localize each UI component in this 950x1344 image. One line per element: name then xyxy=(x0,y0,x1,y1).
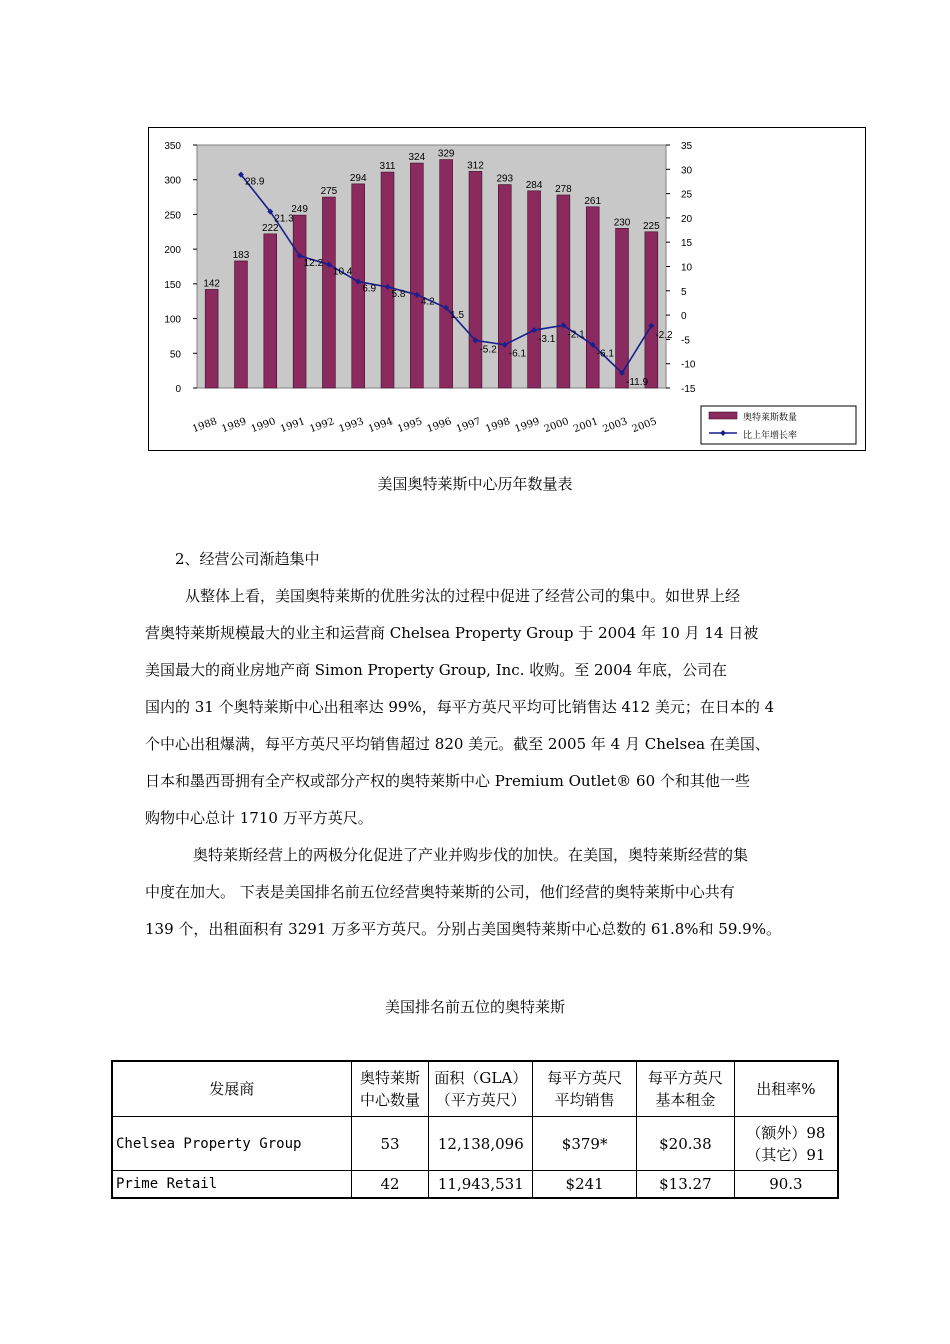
cell-sales: $241 xyxy=(533,1171,637,1199)
bar xyxy=(264,234,277,388)
x-tick-label: 1996 xyxy=(425,416,454,436)
x-tick-label: 1999 xyxy=(513,416,542,436)
bar xyxy=(616,228,629,388)
growth-data-label: 21.3 xyxy=(274,213,294,225)
legend-bar-label: 奥特莱斯数量 xyxy=(743,413,798,423)
paragraph-1 xyxy=(145,578,825,837)
bar-data-label: 249 xyxy=(291,204,308,216)
x-tick-label: 1993 xyxy=(337,416,366,436)
bar-data-label: 294 xyxy=(349,172,367,184)
section-heading: 2、经营公司渐趋集中 xyxy=(175,550,320,568)
bar-data-label: 222 xyxy=(261,222,279,234)
right-tick-label: -10 xyxy=(681,359,696,371)
bar xyxy=(469,171,482,388)
cell-rent: $20.38 xyxy=(637,1117,735,1171)
paragraph-2-line: 中度在加大。 下表是美国排名前五位经营奥特莱斯的公司，他们经营的奥特莱斯中心共有 xyxy=(145,883,735,901)
top-outlets-table-wrap xyxy=(111,1060,839,1199)
growth-data-label: -11.9 xyxy=(626,376,649,388)
left-tick-label: 150 xyxy=(164,279,181,291)
growth-data-label: 10.4 xyxy=(332,266,353,278)
header-rent: 每平方英尺 基本租金 xyxy=(637,1061,735,1117)
bar xyxy=(586,207,599,388)
growth-data-label: -6.1 xyxy=(508,348,527,360)
legend-line-label: 比上年增长率 xyxy=(743,431,798,441)
header-count: 奥特莱斯 中心数量 xyxy=(351,1061,429,1117)
bar xyxy=(381,172,394,388)
paragraph-1-line: 营奥特莱斯规模最大的业主和运营商 Chelsea Property Group 于 2004 年 10 月 14 日被 xyxy=(145,624,759,642)
growth-data-label: -5.2 xyxy=(479,344,497,356)
header-sales: 每平方英尺 平均销售 xyxy=(533,1061,637,1117)
bar xyxy=(440,160,453,388)
left-tick-label: 250 xyxy=(164,210,181,222)
header-area: 面积（GLA） （平方英尺） xyxy=(429,1061,533,1117)
growth-data-label: 1.5 xyxy=(450,309,465,321)
right-tick-label: 10 xyxy=(681,262,693,274)
x-tick-label: 2005 xyxy=(630,416,659,436)
table-row xyxy=(112,1117,838,1171)
bar-data-label: 183 xyxy=(232,249,250,261)
right-tick-label: 15 xyxy=(681,238,693,250)
x-tick-label: 1994 xyxy=(366,416,395,436)
header-occupancy: 出租率% xyxy=(734,1061,838,1117)
x-tick-label: 2000 xyxy=(542,416,571,436)
paragraph-2-line: 奥特莱斯经营上的两极分化促进了产业并购步伐的加快。在美国，奥特莱斯经营的集 xyxy=(193,846,749,864)
growth-data-label: 12.2 xyxy=(303,257,324,269)
growth-data-label: -2.2 xyxy=(655,329,673,341)
x-tick-label: 1998 xyxy=(484,416,512,436)
x-tick-label: 1995 xyxy=(396,416,424,436)
bar-data-label: 261 xyxy=(584,195,602,207)
right-tick-label: 25 xyxy=(681,189,693,201)
bar xyxy=(528,191,541,388)
left-tick-label: 0 xyxy=(175,384,181,395)
cell-developer: Chelsea Property Group xyxy=(112,1117,351,1171)
left-tick-label: 100 xyxy=(164,314,181,326)
bar xyxy=(645,232,658,388)
bar xyxy=(322,197,335,388)
paragraph-1-line: 日本和墨西哥拥有全产权或部分产权的奥特莱斯中心 Premium Outlet® 60 个和其他一些 xyxy=(145,772,750,790)
growth-data-label: -6.1 xyxy=(596,348,614,360)
left-tick-label: 350 xyxy=(164,141,181,152)
cell-sales: $379* xyxy=(533,1117,637,1171)
bar xyxy=(410,163,423,388)
bar-data-label: 230 xyxy=(613,217,631,229)
legend-bar-swatch xyxy=(709,412,737,419)
paragraph-2-line: 139 个，出租面积有 3291 万多平方英尺。分别占美国奥特莱斯中心总数的 61.8%和 59.9%。 xyxy=(145,920,781,938)
table-header-row xyxy=(112,1061,838,1117)
bar-data-label: 142 xyxy=(203,278,220,290)
x-tick-label: 1988 xyxy=(190,416,219,436)
chart-frame xyxy=(148,127,866,451)
cell-area: 12,138,096 xyxy=(429,1117,533,1171)
bar xyxy=(205,289,218,388)
growth-data-label: 6.9 xyxy=(362,283,377,295)
growth-data-label: 4.2 xyxy=(420,296,435,308)
paragraph-1-line: 国内的 31 个奥特莱斯中心出租率达 99%，每平方英尺平均可比销售达 412 美元；在日本的 4 xyxy=(145,698,775,716)
x-tick-label: 1992 xyxy=(308,416,336,436)
bar-data-label: 278 xyxy=(555,183,572,195)
bar-data-label: 329 xyxy=(437,148,455,160)
bar-data-label: 324 xyxy=(408,152,426,164)
cell-count: 53 xyxy=(351,1117,429,1171)
cell-developer: Prime Retail xyxy=(112,1171,351,1199)
bar-data-label: 293 xyxy=(496,173,514,185)
growth-data-label: -3.1 xyxy=(538,334,556,346)
right-tick-label: -5 xyxy=(681,335,690,347)
paragraph-1-line: 购物中心总计 1710 万平方英尺。 xyxy=(145,809,373,827)
cell-count: 42 xyxy=(351,1171,429,1199)
header-developer: 发展商 xyxy=(112,1061,351,1117)
growth-data-label: 28.9 xyxy=(244,176,265,188)
paragraph-1-line: 个中心出租爆满，每平方英尺平均销售超过 820 美元。截至 2005 年 4 月 Chelsea 在美国、 xyxy=(145,735,770,753)
left-tick-label: 300 xyxy=(164,175,181,187)
right-tick-label: 5 xyxy=(681,286,687,298)
right-tick-label: -15 xyxy=(681,384,696,395)
right-tick-label: 30 xyxy=(681,165,693,177)
x-tick-label: 1990 xyxy=(249,416,278,436)
bar-data-label: 312 xyxy=(467,160,484,172)
right-tick-label: 20 xyxy=(681,213,693,225)
bar xyxy=(557,195,570,388)
bar-data-label: 284 xyxy=(525,179,543,191)
x-tick-label: 1997 xyxy=(454,416,483,436)
chart-caption: 美国奥特莱斯中心历年数量表 xyxy=(377,475,573,493)
x-tick-label: 1991 xyxy=(278,416,307,436)
table-caption: 美国排名前五位的奥特莱斯 xyxy=(384,998,565,1016)
cell-occupancy: 90.3 xyxy=(734,1171,838,1199)
left-tick-label: 50 xyxy=(169,349,181,361)
growth-data-label: -2.1 xyxy=(567,329,585,341)
bar xyxy=(235,261,248,388)
right-tick-label: 35 xyxy=(681,141,693,152)
x-tick-label: 1989 xyxy=(220,416,248,436)
cell-occupancy: （额外）98 （其它）91 xyxy=(734,1117,838,1171)
bar-data-label: 275 xyxy=(320,186,338,198)
cell-rent: $13.27 xyxy=(637,1171,735,1199)
bar-data-label: 311 xyxy=(379,161,396,173)
growth-data-label: 5.8 xyxy=(391,288,406,300)
bar-data-label: 225 xyxy=(643,220,660,232)
right-tick-label: 0 xyxy=(681,311,687,323)
top-outlets-table xyxy=(111,1060,839,1199)
x-tick-label: 2003 xyxy=(601,416,630,436)
outlet-count-chart xyxy=(149,128,865,450)
left-tick-label: 200 xyxy=(164,245,181,257)
paragraph-2 xyxy=(145,837,825,948)
cell-area: 11,943,531 xyxy=(429,1171,533,1199)
bar xyxy=(293,215,306,388)
paragraph-1-line: 美国最大的商业房地产商 Simon Property Group, Inc. 收购。至 2004 年底，公司在 xyxy=(145,661,727,679)
x-tick-label: 2001 xyxy=(572,416,600,436)
table-row xyxy=(112,1171,838,1199)
paragraph-1-line: 从整体上看，美国奥特莱斯的优胜劣汰的过程中促进了经营公司的集中。如世界上经 xyxy=(185,587,741,605)
